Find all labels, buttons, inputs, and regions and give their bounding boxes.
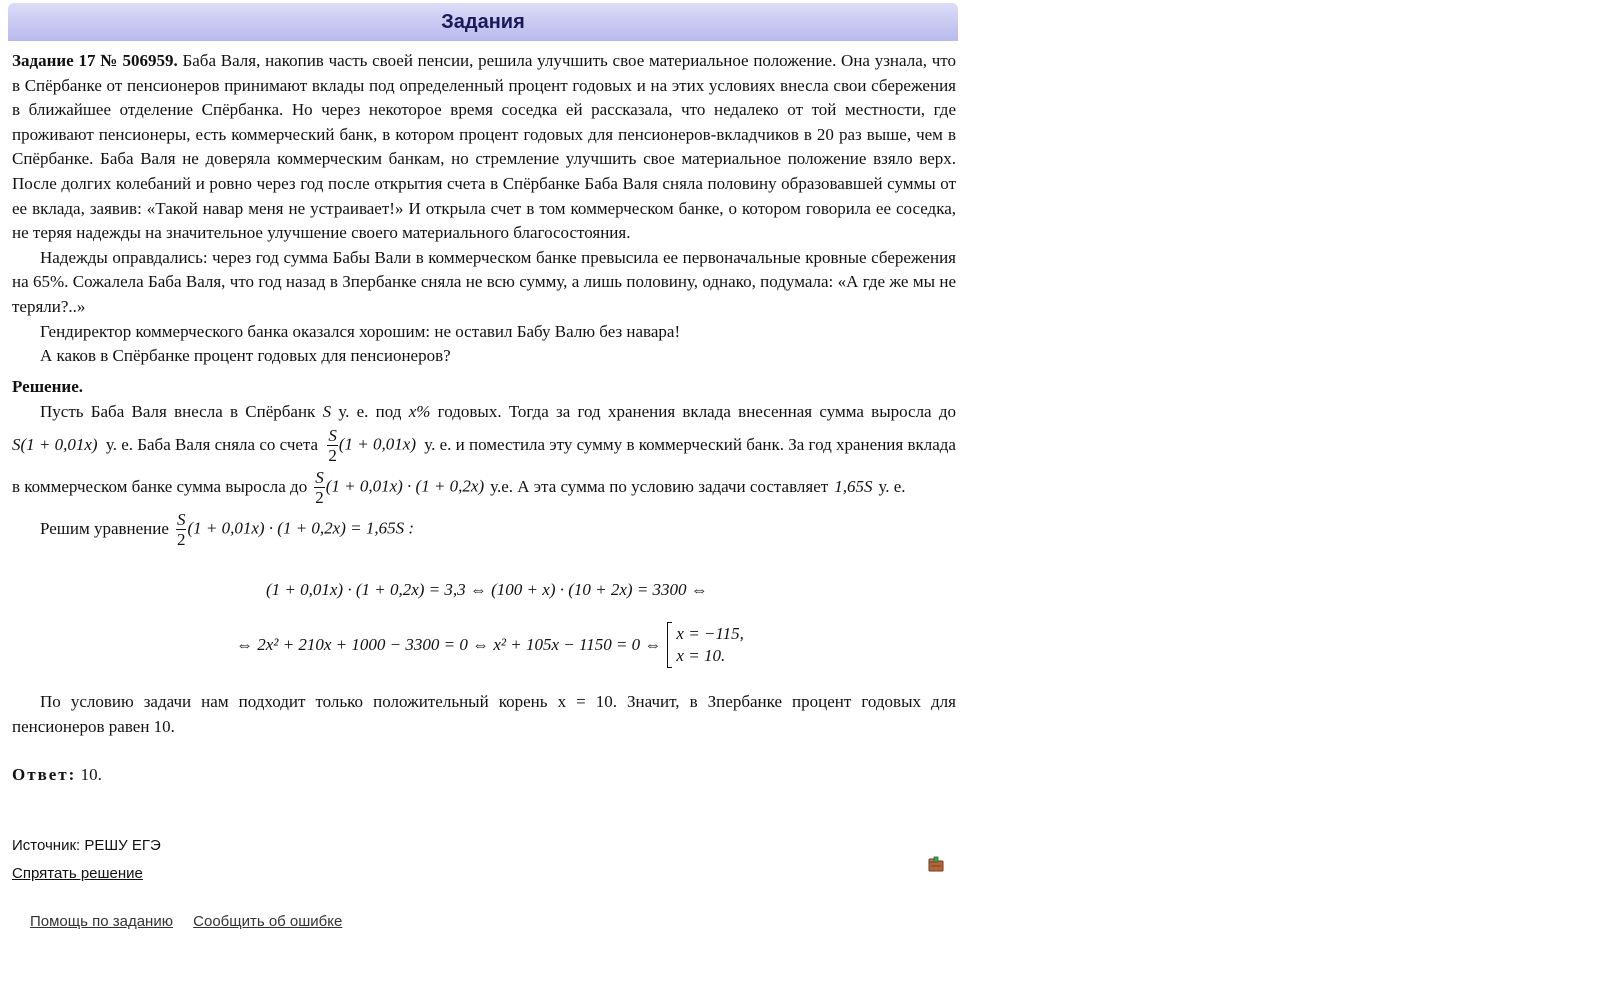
fraction-s-over-2: $\frac{S}{2}$ xyxy=(176,509,186,549)
task-label: Задание 17 № 506959. xyxy=(12,51,178,70)
equation-1: (1 + 0,01x) · (1 + 0,2x) = 3,3 ⇔ (100 + x) · (10 + 2x) = 3300 ⇔ xyxy=(266,580,708,599)
task-paragraph-4: А каков в Спёрбанке процент годовых для пенсионеров? xyxy=(40,346,451,366)
task-paragraph-3: Гендиректор коммерческого банка оказался хорошим: не оставил Бабу Валю без навара! xyxy=(40,321,681,341)
report-error-link[interactable]: Сообщить об ошибке xyxy=(193,913,343,930)
fraction-s-over-2: $\frac{S}{2}$ xyxy=(315,467,324,507)
task-text-1: Баба Валя, накопив часть своей пенсии, решила улучшить свое материальное положение. Она узнала, что в Спёрбанке от пенсионеров принимают вклады под определенный процент годовых и на этих условиях внесла свои сбережения в ближайшее отделение Спёрбанка. Но через некоторое время соседка ей рассказала, что недалеко от той местности, где проживают пенсионеры, есть коммерческий банк, в котором процент годовых для пенсионеров-вкладчиков в 20 раз выше, чем в Спёрбанке. Баба Валя не доверяла коммерческим банкам, но стремление улучшить свое материальное положение взяло верх. После долгих колебаний и ровно через год после открытия счета в Спёрбанке Баба Валя сняла половину образовавшей суммы от ее вклада, заявив: «Такой навар меня не устраивает!» И открыла счет в том коммерческом банке, о котором говорила ее соседка, не теряя надежды на значительное улучшение своего материального благосостояния. xyxy=(12,51,956,243)
source xyxy=(12,837,161,854)
solution-title: Решение. xyxy=(12,377,83,396)
solution-conclusion: По условию задачи нам подходит только положительный корень x = 10. Значит, в Зпербанке процент годовых для пенсионеров равен 10. xyxy=(12,692,956,736)
answer xyxy=(12,765,102,785)
favorite-folder-icon[interactable] xyxy=(928,856,944,872)
task-statement xyxy=(12,49,956,369)
root-2: x = 10. xyxy=(676,646,726,665)
tasks-header-title: Задания xyxy=(441,11,525,33)
root-1: x = −115, xyxy=(676,624,744,643)
help-link[interactable]: Помощь по заданию xyxy=(30,913,173,930)
fraction-s-over-2: $\frac{S}{2}$ xyxy=(328,425,337,465)
equation-2: ⇔ 2x² + 210x + 1000 − 3300 = 0 ⇔ x² + 105x − 1150 = 0 ⇔ x = −115, x = 10. xyxy=(236,622,744,668)
source-label: Источник: xyxy=(12,837,81,854)
source-value: РЕШУ ЕГЭ xyxy=(84,837,161,854)
solution-line-3: в коммерческом банке сумма выросла до $\frac{S}{2}$ (1 + 0,01x) · (1 + 0,2x) у.е. А эта сумма по условию задачи составляет 1,65S у. е. xyxy=(12,467,906,507)
answer-label: Ответ: xyxy=(12,765,77,784)
solution-line-1: Пусть Баба Валя внесла в Спёрбанк S у. е. под x% годовых. Тогда за год хранения вклада внесенная сумма выросла до xyxy=(40,402,957,421)
task-paragraph-1 xyxy=(12,49,956,246)
solution-body xyxy=(12,400,956,550)
bottom-links xyxy=(30,913,358,930)
hide-solution-link[interactable]: Спрятать решение xyxy=(12,865,143,882)
answer-value: 10. xyxy=(80,765,102,784)
solution-line-4: Решим уравнение $\frac{S}{2}$ (1 + 0,01x) · (1 + 0,2x) = 1,65S : xyxy=(40,509,414,549)
system-bracket xyxy=(667,622,672,668)
roots xyxy=(676,623,743,667)
task-paragraph-2: Надежды оправдались: через год сумма Бабы Вали в коммерческом банке превысила ее первоначальные кровные сбережения на 65%. Сожалела Баба Валя, что год назад в Зпербанке сняла не всю сумму, а лишь половину, однако, подумала: «А где же мы не теряли?..» xyxy=(12,247,956,316)
solution-line-2: S(1 + 0,01x) у. е. Баба Валя сняла со счета $\frac{S}{2}$ (1 + 0,01x) у. е. и поместила эту сумму в коммерческий банк. За год хранения вклада xyxy=(12,425,956,465)
tasks-header xyxy=(8,3,958,41)
